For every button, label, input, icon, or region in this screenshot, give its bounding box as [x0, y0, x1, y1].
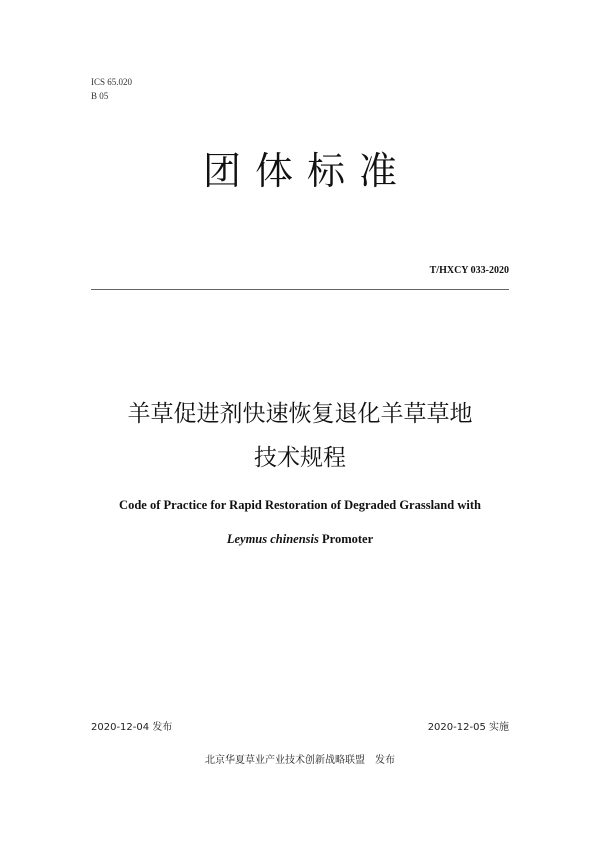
effective-date-line — [428, 718, 509, 733]
publisher-label: 发布 — [375, 755, 395, 766]
effective-label: 实施 — [489, 722, 509, 733]
issue-label: 发布 — [152, 722, 173, 733]
issue-date-line — [91, 718, 172, 733]
english-title — [0, 488, 600, 556]
species-name: Leymus chinensis — [226, 532, 319, 546]
standard-type-heading: 团体标准 — [202, 149, 411, 193]
effective-date: 2020-12-05 — [427, 722, 486, 733]
classification-codes — [91, 75, 132, 103]
publisher-name: 北京华夏草业产业技术创新战略联盟 — [205, 755, 365, 766]
chinese-title-line-1: 羊草促进剂快速恢复退化羊草草地 — [127, 401, 473, 427]
header-divider — [91, 289, 509, 290]
ccs-code: B 05 — [91, 91, 109, 101]
chinese-title-line-2: 技术规程 — [254, 445, 346, 471]
english-title-line-2-rest: Promoter — [322, 532, 374, 546]
standard-number: T/HXCY 033-2020 — [429, 265, 509, 276]
chinese-title — [0, 392, 600, 480]
ics-code: ICS 65.020 — [91, 77, 133, 87]
english-title-line-2 — [0, 522, 600, 556]
publisher-line — [0, 751, 600, 766]
english-title-line-1: Code of Practice for Rapid Restoration of Degraded Grassland with — [119, 498, 481, 512]
issue-date: 2020-12-04 — [91, 722, 150, 733]
